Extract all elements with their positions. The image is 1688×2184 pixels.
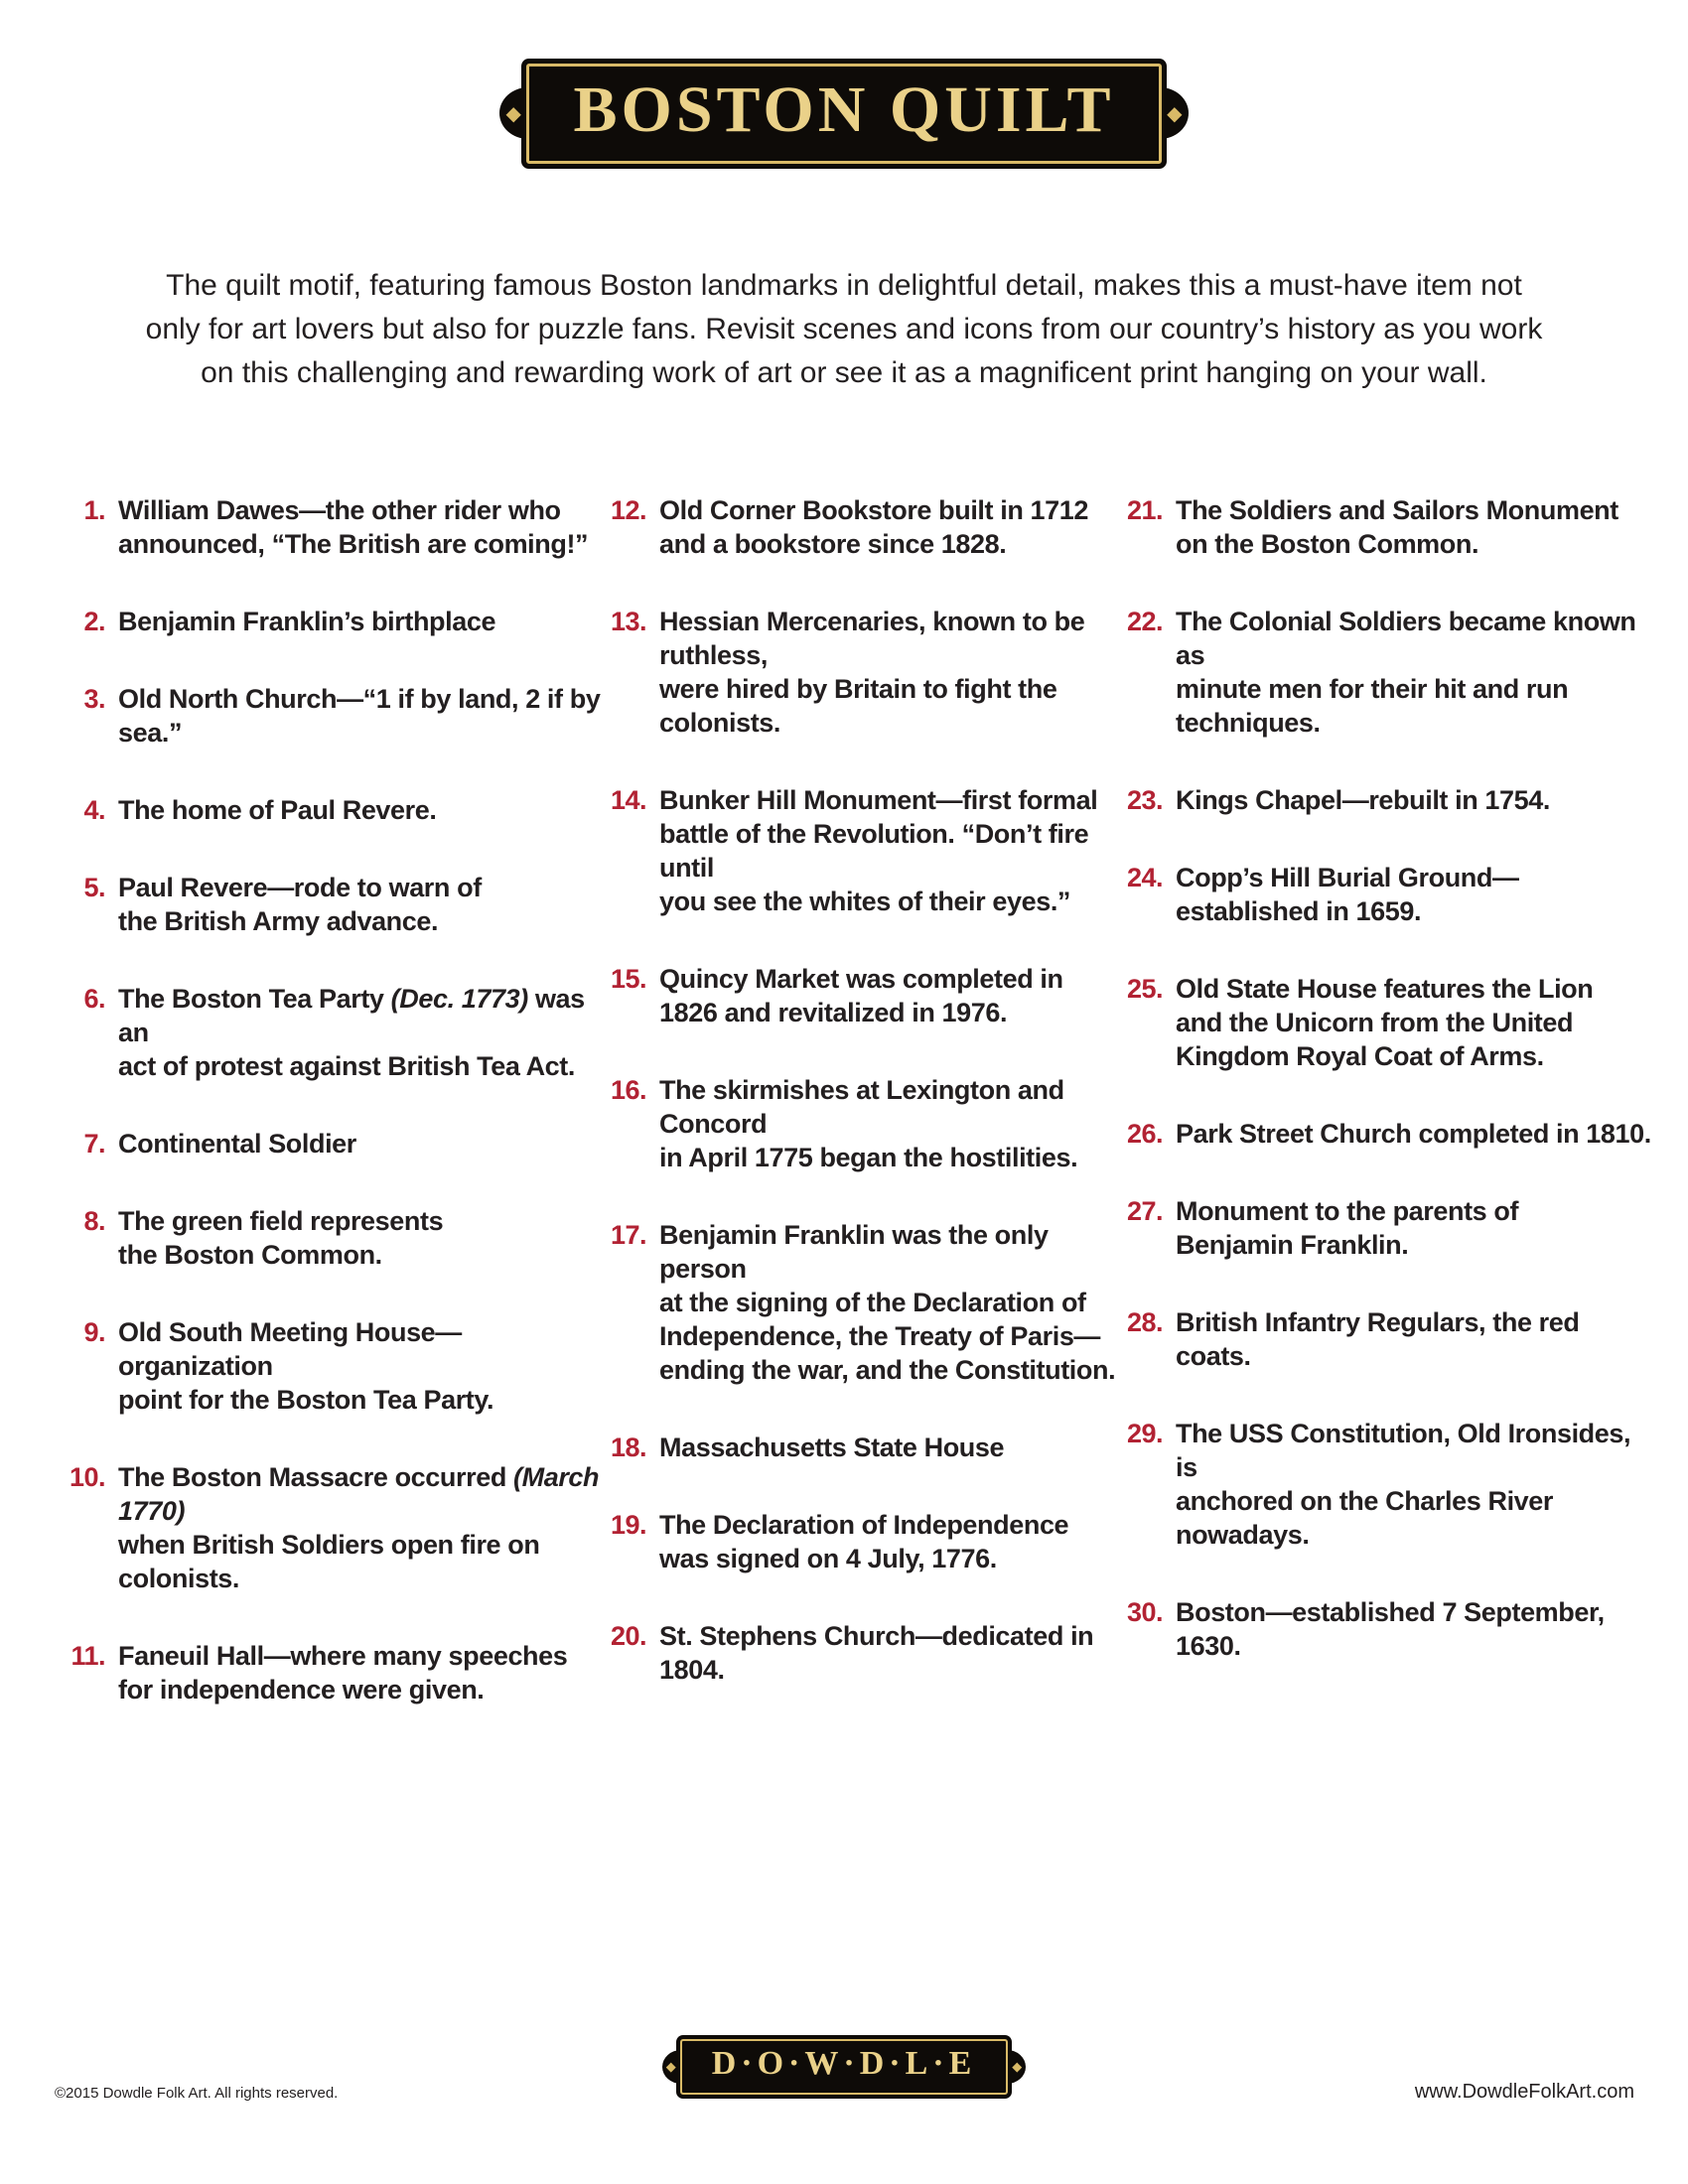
item-text: The USS Constitution, Old Ironsides, is anchored on the Charles River nowadays. (1176, 1419, 1631, 1550)
plaque-cap-left-icon: ◆ (662, 2050, 700, 2084)
item-number: 14. (610, 785, 646, 815)
item-text: Benjamin Franklin was the only person at the signing of the Declaration of Independence, the Treaty of Paris— ending the war, and the Constitution. (659, 1220, 1116, 1385)
item-number: 13. (610, 607, 646, 636)
page-title: BOSTON QUILT (573, 73, 1115, 146)
legend-column-1 (60, 493, 601, 1750)
list-item (60, 982, 601, 1083)
intro-paragraph (70, 264, 1618, 395)
item-number: 2. (83, 607, 105, 636)
item-text: Paul Revere—rode to warn of the British Army advance. (118, 873, 482, 936)
item-text: Massachusetts State House (659, 1433, 1005, 1462)
item-number: 10. (69, 1462, 105, 1492)
list-item (601, 493, 1117, 561)
item-text: Monument to the parents of Benjamin Franklin. (1176, 1196, 1519, 1260)
list-item (60, 1460, 601, 1595)
item-number: 1. (83, 495, 105, 525)
item-number: 24. (1126, 863, 1163, 892)
list-item (1117, 605, 1653, 740)
item-text: The Colonial Soldiers became known as minute men for their hit and run techniques. (1176, 607, 1636, 738)
item-text: Copp’s Hill Burial Ground— established in 1659. (1176, 863, 1519, 926)
item-number: 15. (610, 964, 646, 994)
item-number: 17. (610, 1220, 646, 1250)
list-item (60, 1204, 601, 1272)
list-item (601, 962, 1117, 1029)
item-number: 23. (1126, 785, 1163, 815)
intro-line-1: The quilt motif, featuring famous Boston landmarks in delightful detail, makes this a must-have item not (166, 269, 1522, 302)
list-item (601, 1508, 1117, 1575)
list-item (60, 793, 601, 827)
item-number: 22. (1126, 607, 1163, 636)
item-number: 27. (1126, 1196, 1163, 1226)
list-item (601, 605, 1117, 740)
list-item (1117, 1194, 1653, 1262)
item-number: 12. (610, 495, 646, 525)
item-text: Old North Church—“1 if by land, 2 if by sea.” (118, 684, 601, 748)
list-item (60, 871, 601, 938)
footer-logo-text: D·O·W·D·L·E (711, 2045, 977, 2082)
item-text: Quincy Market was completed in 1826 and revitalized in 1976. (659, 964, 1063, 1027)
list-item (60, 1639, 601, 1706)
header (0, 64, 1688, 164)
item-number: 28. (1126, 1307, 1163, 1337)
list-item (1117, 493, 1653, 561)
item-number: 3. (83, 684, 105, 714)
list-item (1117, 783, 1653, 817)
item-number: 30. (1126, 1597, 1163, 1627)
item-text: The green field represents the Boston Common. (118, 1206, 444, 1270)
item-text: The Declaration of Independence was signed on 4 July, 1776. (659, 1510, 1069, 1573)
item-text: Old State House features the Lion and the Unicorn from the United Kingdom Royal Coat of Arms. (1176, 974, 1594, 1071)
item-text: Park Street Church completed in 1810. (1176, 1119, 1651, 1149)
item-text: The Soldiers and Sailors Monument on the Boston Common. (1176, 495, 1618, 559)
item-text: Kings Chapel—rebuilt in 1754. (1176, 785, 1550, 815)
item-text: Continental Soldier (118, 1129, 356, 1159)
list-item (1117, 1305, 1653, 1373)
intro-line-3: on this challenging and rewarding work of art or see it as a magnificent print hanging on your wall. (201, 356, 1487, 389)
item-text: Benjamin Franklin’s birthplace (118, 607, 496, 636)
item-number: 5. (83, 873, 105, 902)
copyright-text: ©2015 Dowdle Folk Art. All rights reserved. (55, 2085, 339, 2102)
legend-column-3 (1117, 493, 1653, 1750)
item-text: The skirmishes at Lexington and Concord in April 1775 began the hostilities. (659, 1075, 1078, 1172)
item-text: Faneuil Hall—where many speeches for independence were given. (118, 1641, 568, 1705)
item-text: The Boston Tea Party (Dec. 1773) was an act of protest against British Tea Act. (118, 984, 585, 1081)
plaque-cap-left-icon: ◆ (499, 87, 557, 139)
item-number: 29. (1126, 1419, 1163, 1448)
item-number: 11. (70, 1641, 105, 1671)
title-plaque (505, 64, 1183, 164)
item-number: 18. (610, 1433, 646, 1462)
list-item (1117, 1595, 1653, 1663)
list-item (1117, 1417, 1653, 1552)
item-number: 4. (83, 795, 105, 825)
item-text: Hessian Mercenaries, known to be ruthless, were hired by Britain to fight the colonists. (659, 607, 1085, 738)
item-text: Old South Meeting House—organization point for the Boston Tea Party. (118, 1317, 494, 1415)
list-item (601, 1431, 1117, 1464)
item-number: 6. (83, 984, 105, 1014)
list-item (1117, 1117, 1653, 1151)
item-number: 25. (1126, 974, 1163, 1004)
item-number: 8. (83, 1206, 105, 1236)
list-item (1117, 861, 1653, 928)
item-number: 26. (1126, 1119, 1163, 1149)
website-text: www.DowdleFolkArt.com (1414, 2081, 1634, 2103)
item-number: 9. (83, 1317, 105, 1347)
list-item (1117, 972, 1653, 1073)
item-text: Old Corner Bookstore built in 1712 and a bookstore since 1828. (659, 495, 1088, 559)
item-text: British Infantry Regulars, the red coats. (1176, 1307, 1580, 1371)
item-number: 16. (610, 1075, 646, 1105)
list-item (601, 1218, 1117, 1387)
item-number: 21. (1126, 495, 1163, 525)
list-item (601, 1619, 1117, 1687)
plaque-cap-right-icon: ◆ (988, 2050, 1026, 2084)
list-item (60, 605, 601, 638)
item-text: Boston—established 7 September, 1630. (1176, 1597, 1605, 1661)
item-text: The Boston Massacre occurred (March 1770) when British Soldiers open fire on colonists. (118, 1462, 600, 1593)
item-text: Bunker Hill Monument—first formal battle of the Revolution. “Don’t fire until you see the whites of their eyes.” (659, 785, 1098, 916)
item-number: 7. (83, 1129, 105, 1159)
intro-line-2: only for art lovers but also for puzzle fans. Revisit scenes and icons from our country’s history as you work (145, 313, 1543, 345)
list-item (60, 1127, 601, 1160)
legend-columns (60, 493, 1653, 1750)
item-number: 19. (610, 1510, 646, 1540)
item-text: The home of Paul Revere. (118, 795, 437, 825)
list-item (60, 682, 601, 750)
item-text: William Dawes—the other rider who announced, “The British are coming!” (118, 495, 589, 559)
footer-logo-plaque (665, 2039, 1023, 2095)
list-item (601, 783, 1117, 918)
list-item (601, 1073, 1117, 1174)
legend-column-2 (601, 493, 1117, 1750)
item-number: 20. (610, 1621, 646, 1651)
plaque-cap-right-icon: ◆ (1131, 87, 1189, 139)
item-text: St. Stephens Church—dedicated in 1804. (659, 1621, 1094, 1685)
list-item (60, 493, 601, 561)
list-item (60, 1315, 601, 1417)
